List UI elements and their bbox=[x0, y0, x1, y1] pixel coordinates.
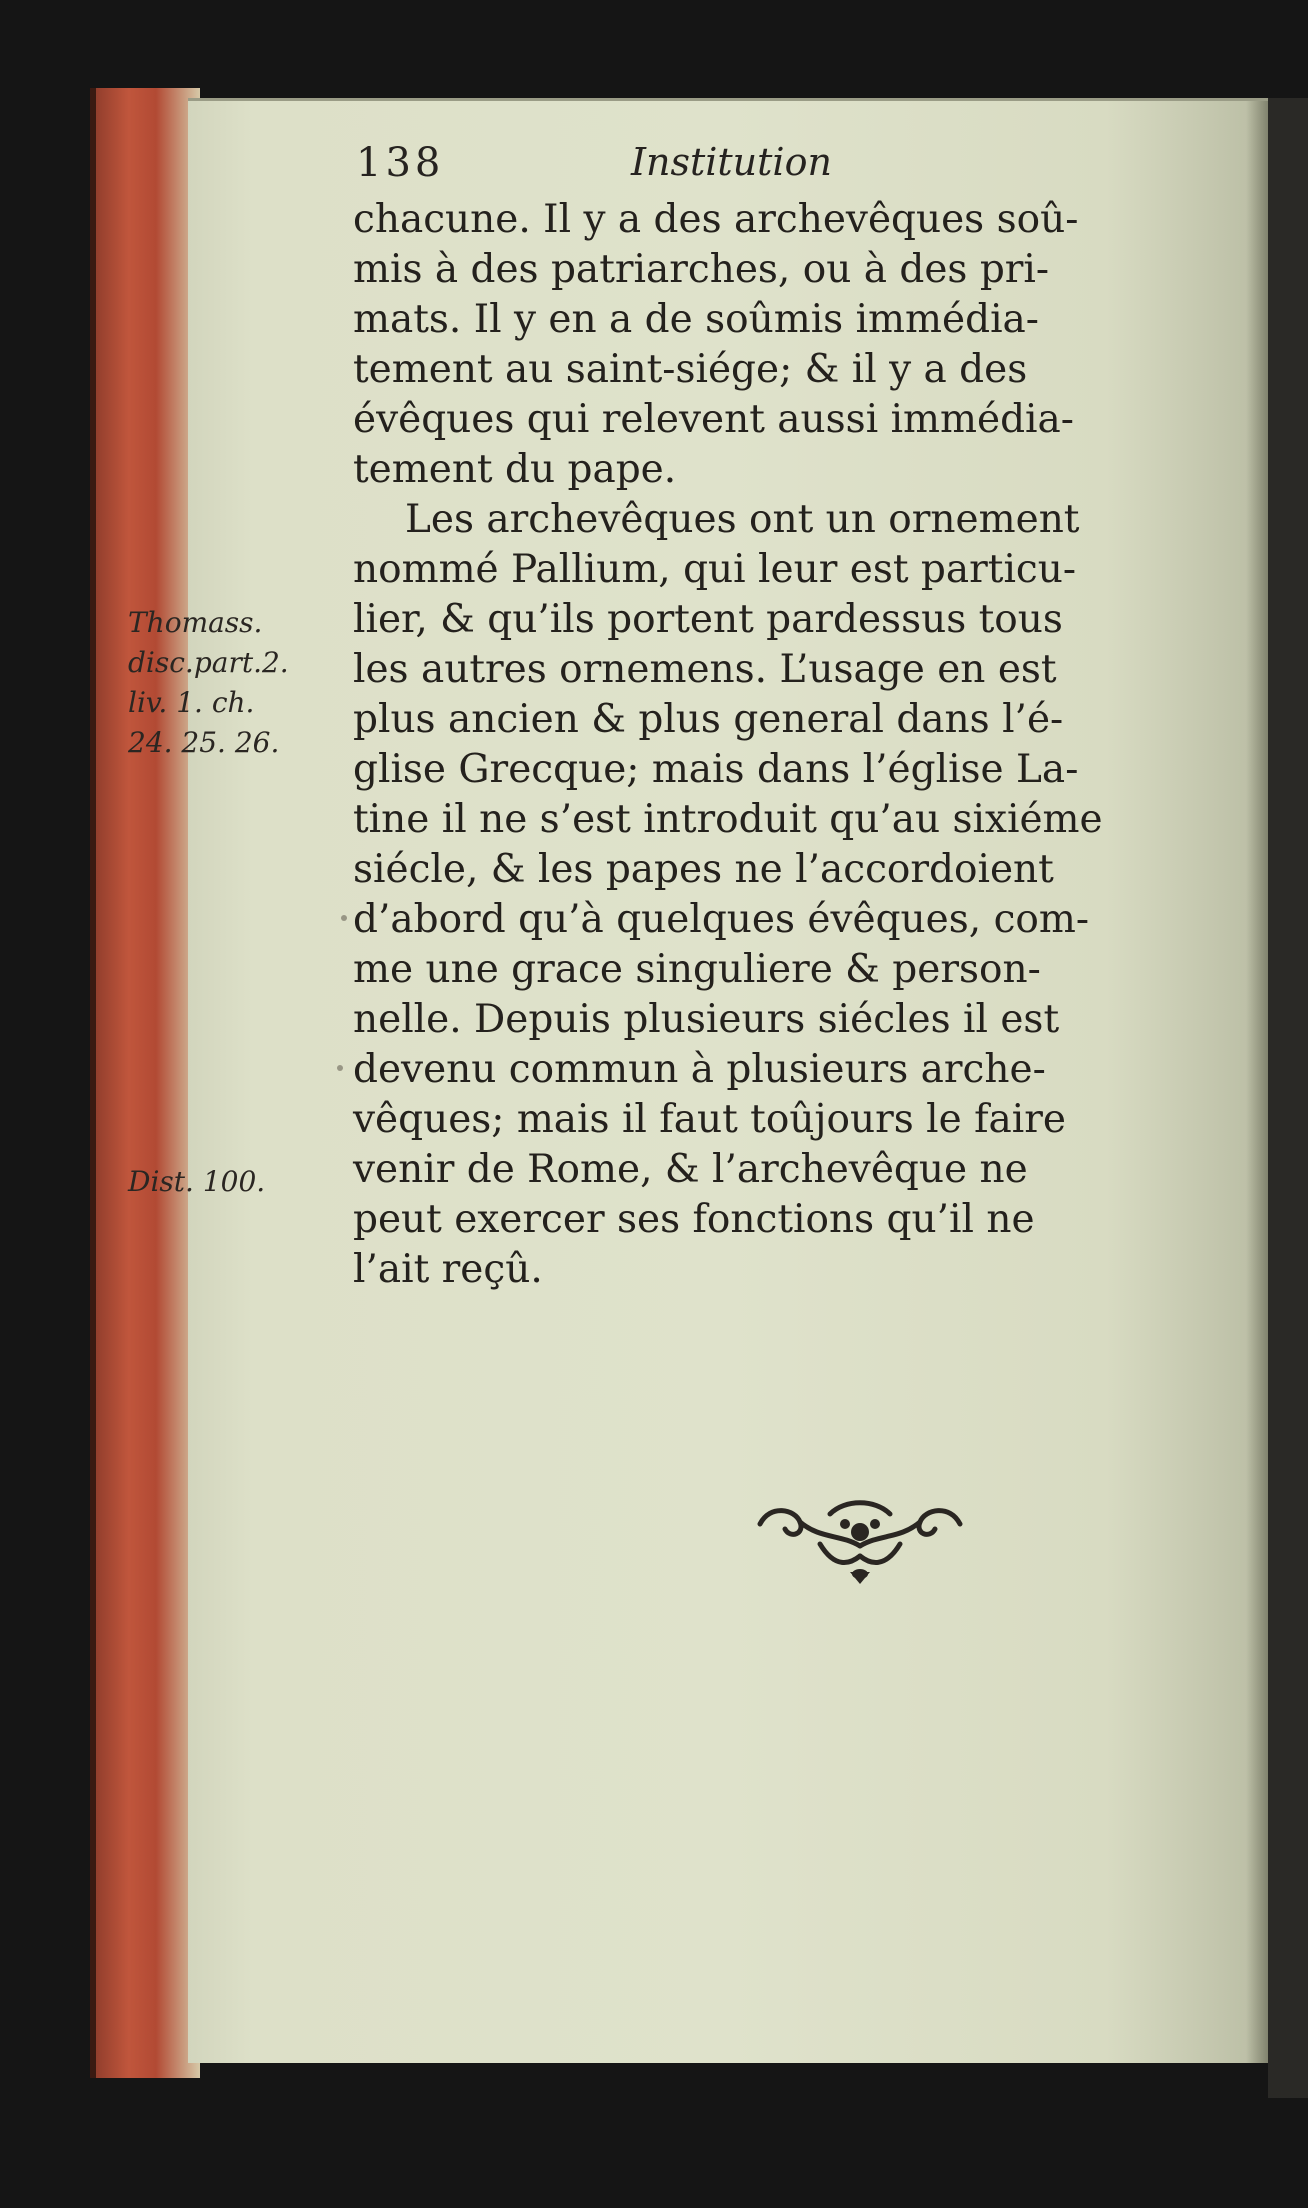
text-line: venir de Rome, & l’archevêque ne bbox=[353, 1147, 1028, 1192]
margin-note-thomassin bbox=[128, 603, 360, 763]
text-line: peut exercer ses fonctions qu’il ne bbox=[353, 1197, 1035, 1242]
text-line: tine il ne s’est introduit qu’au sixiéme bbox=[353, 797, 1103, 842]
tailpiece-ornament bbox=[750, 1484, 970, 1594]
paragraph-start-line: Les archevêques ont un ornement bbox=[405, 497, 1080, 542]
text-line: évêques qui relevent aussi immédia- bbox=[353, 397, 1074, 442]
text-line: tement du pape. bbox=[353, 447, 677, 492]
margin-ink-specks bbox=[330, 908, 360, 1078]
text-line: nommé Pallium, qui leur est particu- bbox=[353, 547, 1077, 592]
text-line: plus ancien & plus general dans l’é- bbox=[353, 697, 1064, 742]
text-line: siécle, & les papes ne l’accordoient bbox=[353, 847, 1054, 892]
text-line: l’ait reçû. bbox=[353, 1247, 543, 1292]
margin-note-distinction bbox=[128, 1162, 360, 1202]
text-line: mats. Il y en a de soûmis immédia- bbox=[353, 297, 1039, 342]
margin-note-line: Dist. 100. bbox=[128, 1165, 266, 1198]
facing-page-shadow bbox=[1268, 98, 1308, 2098]
text-line: chacune. Il y a des archevêques soû- bbox=[353, 197, 1079, 242]
margin-note-line: disc.part.2. bbox=[128, 646, 289, 679]
book-fore-edge bbox=[90, 88, 200, 2078]
page-header bbox=[356, 140, 1056, 200]
margin-note-line: 24. 25. 26. bbox=[128, 726, 280, 759]
main-text-block bbox=[353, 195, 1213, 1295]
page-gutter bbox=[1246, 101, 1268, 2063]
text-line: d’abord qu’à quelques évêques, com- bbox=[353, 897, 1090, 942]
text-line: tement au saint-siége; & il y a des bbox=[353, 347, 1028, 392]
text-line: vêques; mais il faut toûjours le faire bbox=[353, 1097, 1067, 1142]
text-line: les autres ornemens. L’usage en est bbox=[353, 647, 1057, 692]
margin-note-line: liv. 1. ch. bbox=[128, 686, 255, 719]
text-line: devenu commun à plusieurs arche- bbox=[353, 1047, 1046, 1092]
text-line: lier, & qu’ils portent pardessus tous bbox=[353, 597, 1063, 642]
text-line: mis à des patriarches, ou à des pri- bbox=[353, 247, 1050, 292]
margin-note-line: Thomass. bbox=[128, 606, 263, 639]
page-number: 138 bbox=[356, 140, 445, 186]
text-line: me une grace singuliere & person- bbox=[353, 947, 1041, 992]
running-title: Institution bbox=[631, 140, 832, 184]
book-edge-shadow bbox=[90, 88, 96, 2078]
text-line: nelle. Depuis plusieurs siécles il est bbox=[353, 997, 1060, 1042]
text-line: glise Grecque; mais dans l’église La- bbox=[353, 747, 1079, 792]
